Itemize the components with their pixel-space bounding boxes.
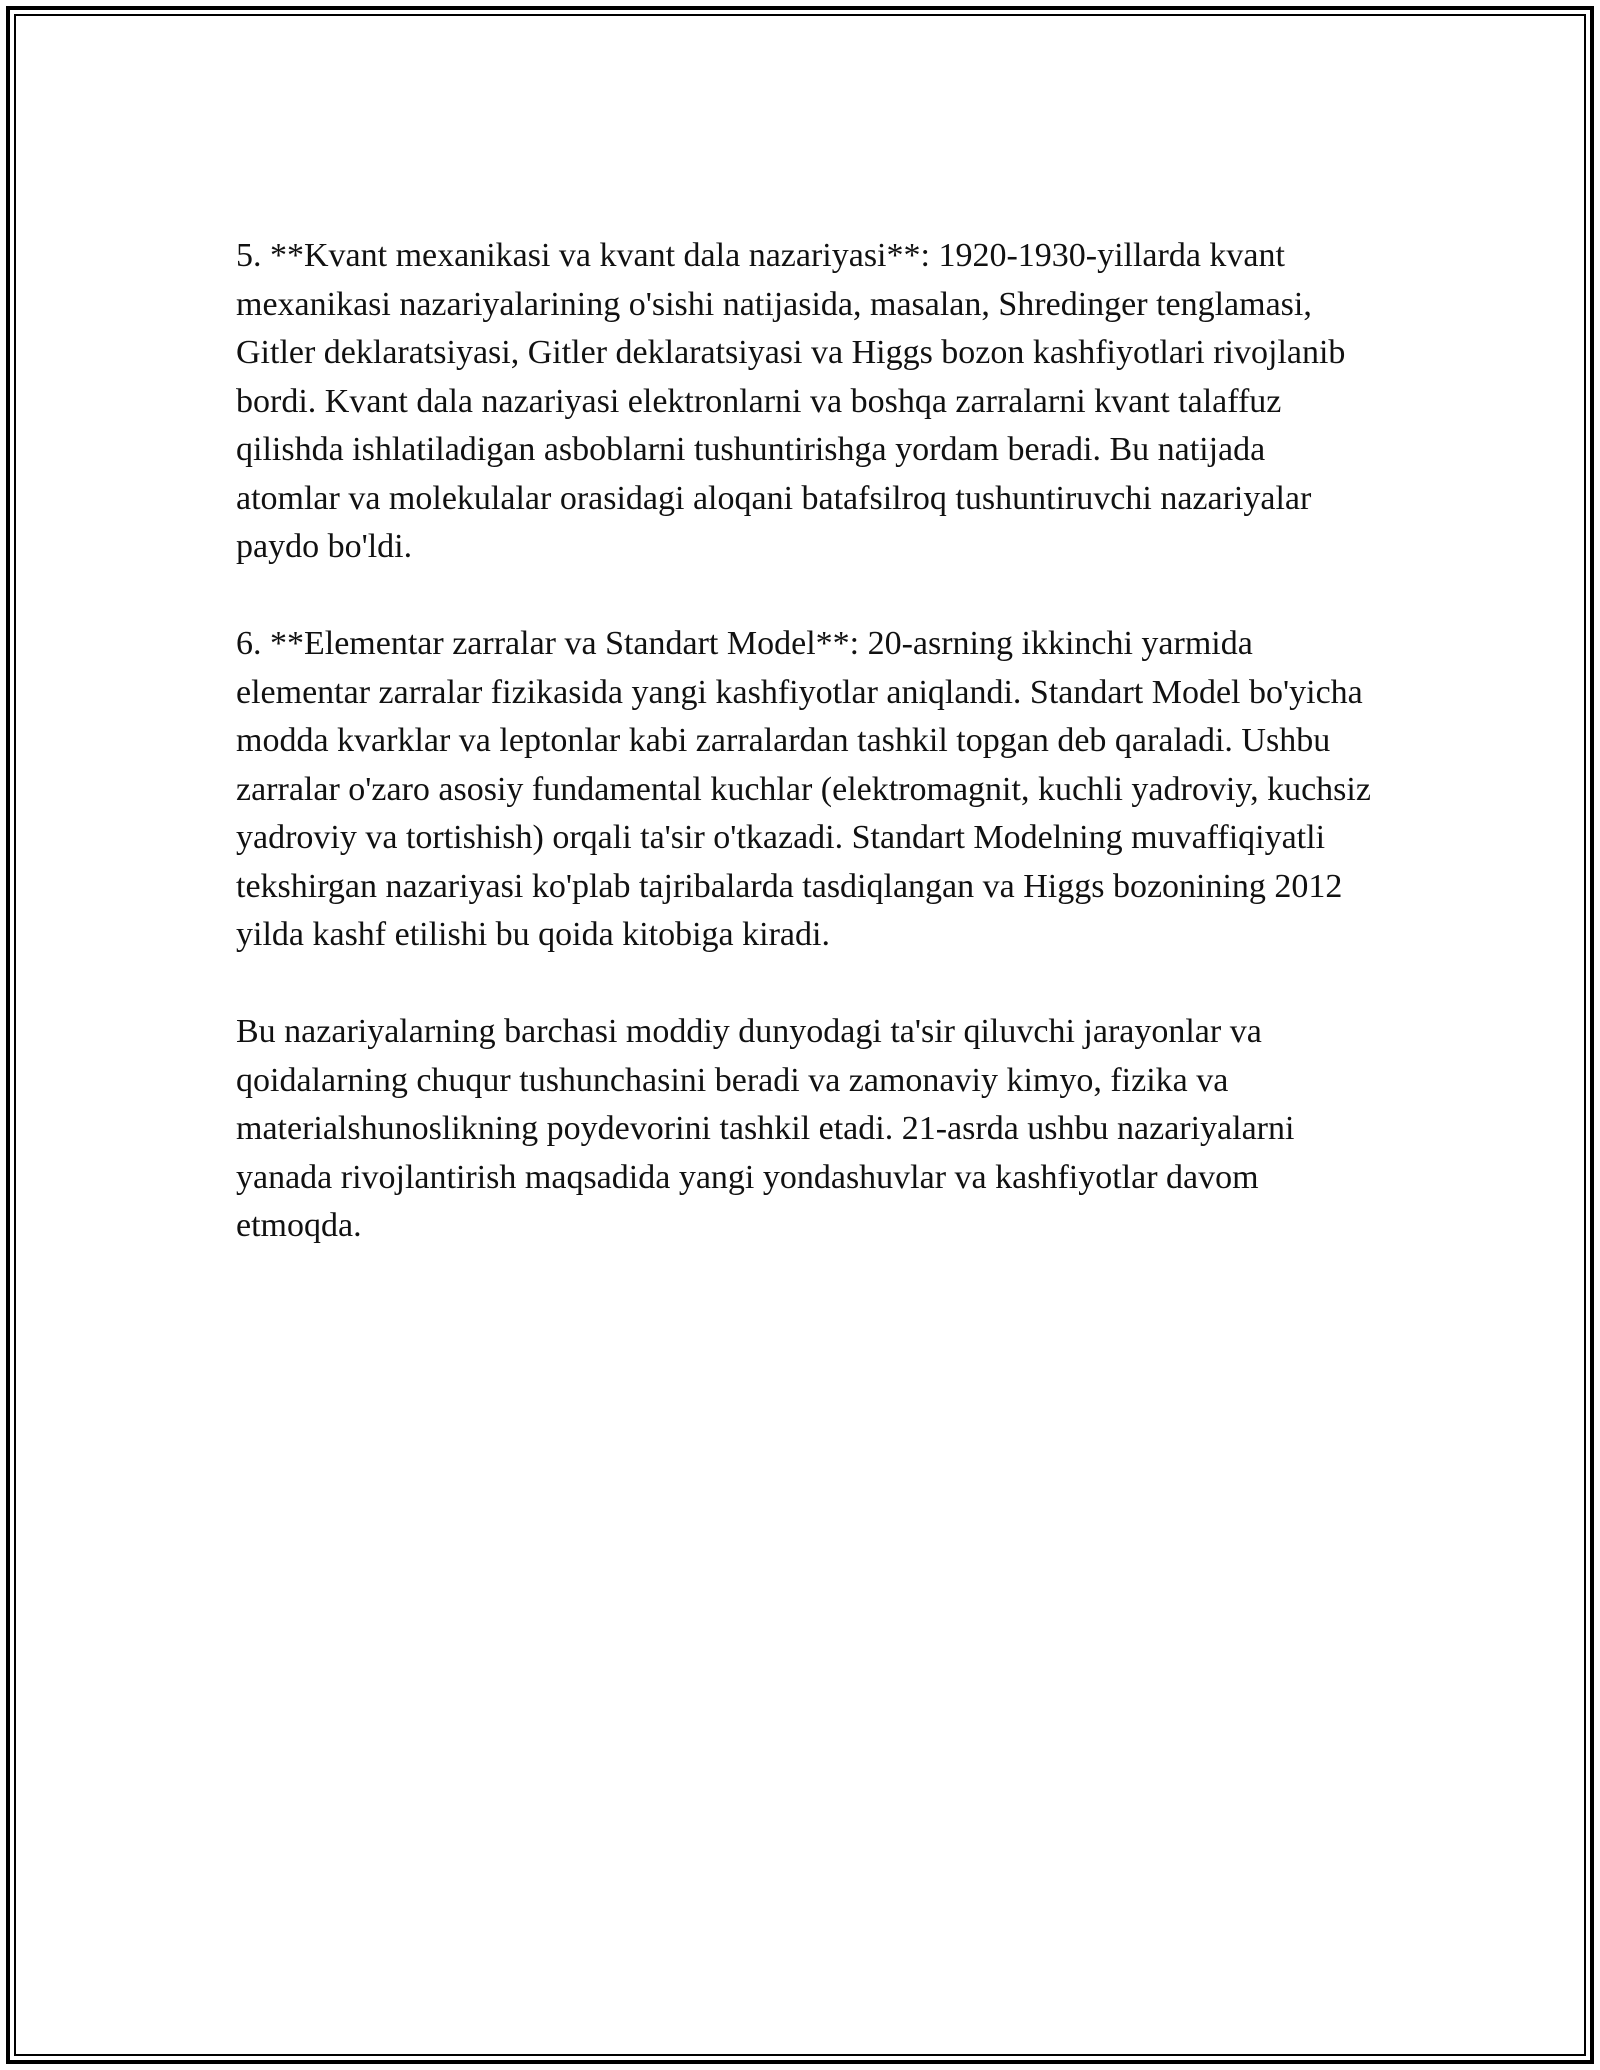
paragraph-quantum-mechanics: 5. **Kvant mexanikasi va kvant dala nazariyasi**: 1920-1930-yillarda kvant mexanikasi nazariyalarining o'sishi natijasida, masalan, Shredinger tenglamasi, Gitler deklaratsiyasi, Gitler deklaratsiyasi va Higgs bozon kashfiyotlari rivojlanib bordi. Kvant dala nazariyasi elektronlarni va boshqa zarralarni kvant talaffuz qilishda ishlatiladigan asboblarni tushuntirishga yordam beradi. Bu natijada atomlar va molekulalar orasidagi aloqani batafsilroq tushuntiruvchi nazariyalar paydo bo'ldi. xyxy=(236,237,1346,565)
paragraph-conclusion: Bu nazariyalarning barchasi moddiy dunyodagi ta'sir qiluvchi jarayonlar va qoidalarning chuqur tushunchasini beradi va zamonaviy kimyo, fizika va materialshunoslikning poydevorini tashkil etadi. 21-asrda ushbu nazariyalarni yanada rivojlantirish maqsadida yangi yondashuvlar va kashfiyotlar davom etmoqda. xyxy=(236,1013,1295,1244)
paragraph-standard-model: 6. **Elementar zarralar va Standart Model**: 20-asrning ikkinchi yarmida elementar zarralar fizikasida yangi kashfiyotlar aniqlandi. Standart Model bo'yicha modda kvarklar va leptonlar kabi zarralardan tashkil topgan deb qaraladi. Ushbu zarralar o'zaro asosiy fundamental kuchlar (elektromagnit, kuchli yadroviy, kuchsiz yadroviy va tortishish) orqali ta'sir o'tkazadi. Standart Modelning muvaffiqiyatli tekshirgan nazariyasi ko'plab tajribalarda tasdiqlangan va Higgs bozonining 2012 yilda kashf etilishi bu qoida kitobiga kiradi. xyxy=(236,625,1371,953)
document-body xyxy=(236,232,1376,1299)
